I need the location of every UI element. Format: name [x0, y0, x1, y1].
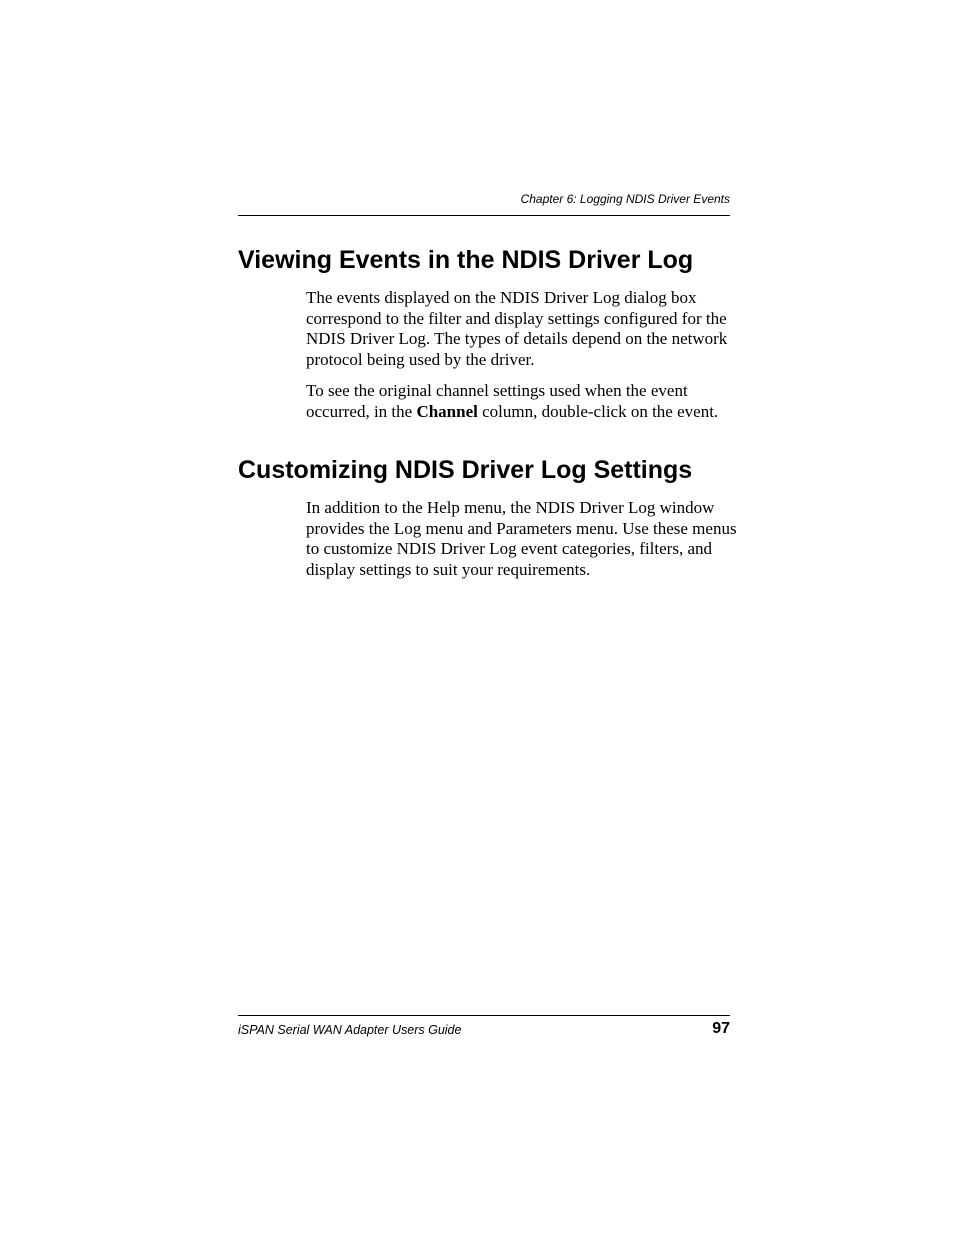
- section-heading-customizing-settings: Customizing NDIS Driver Log Settings: [238, 456, 693, 484]
- text-line: correspond to the filter and display settings configured for the: [306, 308, 727, 328]
- footer-title: iSPAN Serial WAN Adapter Users Guide: [238, 1023, 462, 1037]
- footer-rule: [238, 1015, 730, 1016]
- text-segment: occurred, in the: [306, 401, 417, 421]
- paragraph-events-description: [306, 288, 736, 371]
- text-line: The events displayed on the NDIS Driver Log dialog box: [306, 288, 697, 307]
- section-heading-viewing-events: Viewing Events in the NDIS Driver Log: [238, 246, 694, 274]
- text-line: In addition to the Help menu, the NDIS Driver Log window: [306, 498, 715, 517]
- text-line: to customize NDIS Driver Log event categories, filters, and: [306, 539, 712, 559]
- text-line: display settings to suit your requirements.: [306, 560, 591, 580]
- paragraph-menus-description: [306, 498, 736, 581]
- page-number: 97: [712, 1020, 730, 1037]
- text-line: To see the original channel settings used when the event: [306, 381, 688, 400]
- paragraph-channel-settings: [306, 381, 736, 422]
- text-line: provides the Log menu and Parameters menu. Use these menus: [306, 518, 737, 538]
- header-rule: [238, 215, 730, 216]
- text-line: [306, 402, 736, 423]
- running-head: Chapter 6: Logging NDIS Driver Events: [520, 192, 730, 206]
- text-line: protocol being used by the driver.: [306, 350, 535, 370]
- text-line: NDIS Driver Log. The types of details depend on the network: [306, 329, 728, 349]
- text-segment: column, double-click on the event.: [477, 401, 719, 421]
- channel-term: Channel: [416, 401, 478, 421]
